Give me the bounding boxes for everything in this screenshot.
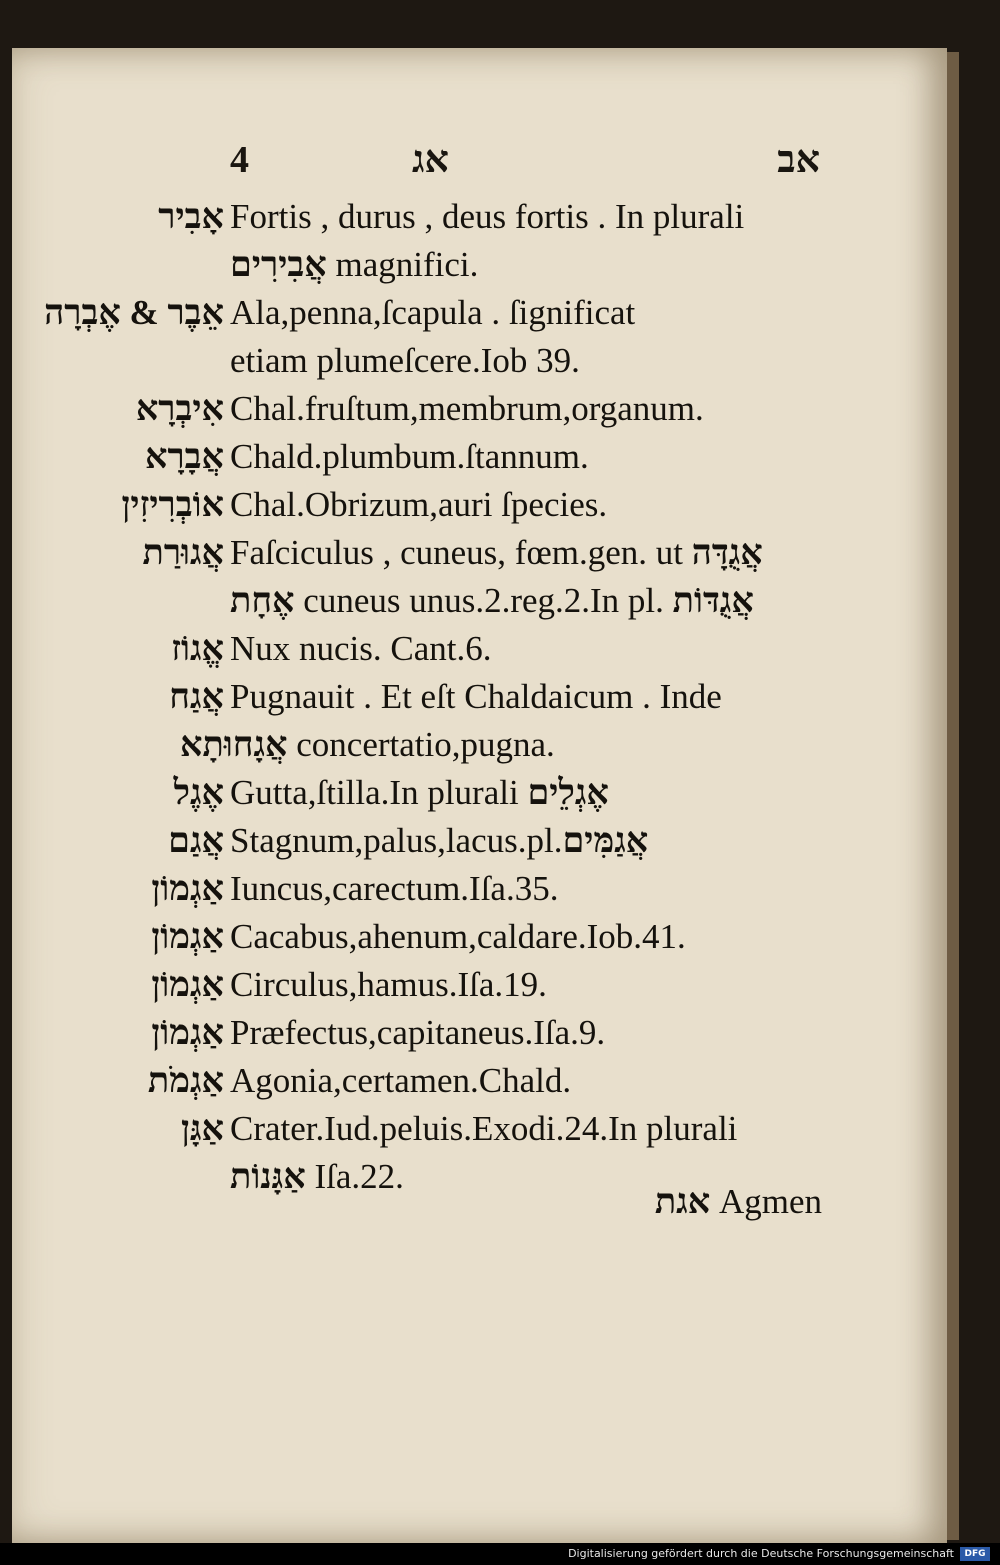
latin-text: concertatio,pugna. <box>287 725 555 764</box>
continuation-line <box>0 579 1000 629</box>
latin-gloss: Chal.fruſtum,membrum,organum. <box>230 389 704 428</box>
latin-text: cuneus unus.2.reg.2.In pl. <box>294 581 664 620</box>
latin-gloss <box>230 771 609 815</box>
continuation-text <box>230 579 754 623</box>
inline-hebrew: אַגָּנוֹת <box>230 1157 306 1196</box>
header-letters-right: אב <box>777 139 820 181</box>
digitization-footer <box>0 1543 1000 1565</box>
inline-hebrew: אֲבִירִים <box>230 245 327 284</box>
latin-gloss: Præfectus,capitaneus.Iſa.9. <box>230 1013 606 1052</box>
entry-line <box>0 867 1000 917</box>
inline-hebrew: אֲגַמִּים <box>562 821 649 860</box>
latin-gloss <box>230 531 763 575</box>
footer-credit: Digitalisierung gefördert durch die Deutsche Forschungsgemeinschaft <box>568 1547 954 1560</box>
entry-line <box>0 435 1000 485</box>
continuation-text <box>180 723 555 767</box>
entry-line <box>0 627 1000 677</box>
latin-gloss <box>230 819 648 863</box>
page-number: 4 <box>230 139 249 181</box>
entry-line <box>0 483 1000 533</box>
hebrew-headword: אַגְמוֹן <box>151 1013 224 1052</box>
entry-line <box>0 531 1000 581</box>
latin-gloss: Iuncus,carectum.Iſa.35. <box>230 869 559 908</box>
continuation-text <box>230 1155 404 1199</box>
latin-gloss: etiam plumeſcere.Iob 39. <box>230 341 580 380</box>
latin-text: Gutta,ſtilla.In plurali <box>230 773 519 812</box>
latin-gloss: Ala,penna,ſcapula . ſignificat <box>230 293 636 332</box>
inline-hebrew: אֲגֻדָּה <box>691 533 763 572</box>
hebrew-headword: אֲגַח <box>169 677 224 716</box>
entry-line <box>0 387 1000 437</box>
latin-text: Stagnum,palus,lacus.pl. <box>230 821 563 860</box>
entry-line <box>0 195 1000 245</box>
entry-line <box>0 915 1000 965</box>
continuation-text <box>230 243 478 287</box>
hebrew-headword: אוֹבְרִיזִין <box>121 485 224 524</box>
entry-line <box>0 771 1000 821</box>
entry-line <box>0 675 1000 725</box>
running-header <box>230 138 820 188</box>
entry-line <box>0 1011 1000 1061</box>
catchword-latin: Agmen <box>718 1182 822 1221</box>
hebrew-headword: אַגָּן <box>181 1109 224 1148</box>
latin-text: Faſciculus , cuneus, fœm.gen. ut <box>230 533 683 572</box>
entry-line <box>0 963 1000 1013</box>
continuation-line <box>0 1155 1000 1205</box>
hebrew-headword: אֱגוֹז <box>171 629 224 668</box>
entry-line <box>0 1107 1000 1157</box>
entry-line <box>0 1059 1000 1109</box>
hebrew-headword: אֲגַם <box>168 821 224 860</box>
inline-hebrew: אֶגְלֵים <box>527 773 609 812</box>
latin-gloss: magnifici. <box>326 245 479 284</box>
latin-gloss: Pugnauit . Et eſt Chaldaicum . Inde <box>230 677 722 716</box>
hebrew-headword: אַגְמֹת <box>147 1061 224 1100</box>
hebrew-headword: אַגְמוֹן <box>151 869 224 908</box>
latin-gloss: Nux nucis. Cant.6. <box>230 629 492 668</box>
continuation-line <box>0 243 1000 293</box>
inline-hebrew: אֲגָחוּתָא <box>180 725 288 764</box>
hebrew-headword: אֲבָרָא <box>144 437 224 476</box>
catchword <box>655 1182 822 1222</box>
latin-gloss: Circulus,hamus.Iſa.19. <box>230 965 547 1004</box>
latin-gloss: Chal.Obrizum,auri ſpecies. <box>230 485 608 524</box>
latin-gloss: Chald.plumbum.ſtannum. <box>230 437 589 476</box>
latin-text: Iſa.22. <box>305 1157 404 1196</box>
dfg-logo: DFG <box>960 1547 990 1561</box>
latin-gloss: Fortis , durus , deus fortis . In plurali <box>230 197 745 236</box>
hebrew-headword: אֵבֶר & אֶבְרָה <box>44 293 224 332</box>
inline-hebrew: אֲגֻדּוֹת <box>672 581 754 620</box>
entry-line <box>0 819 1000 869</box>
latin-gloss: Cacabus,ahenum,caldare.Iob.41. <box>230 917 686 956</box>
continuation-line <box>0 339 1000 389</box>
hebrew-headword: אָבִיר <box>158 197 224 236</box>
hebrew-headword: אֶגֶל <box>173 773 224 812</box>
latin-gloss: Agonia,certamen.Chald. <box>230 1061 572 1100</box>
inline-hebrew: אֶחָת <box>230 581 295 620</box>
latin-gloss: Crater.Iud.peluis.Exodi.24.In plurali <box>230 1109 738 1148</box>
header-letters-middle: אג <box>412 139 449 181</box>
entry-line <box>0 291 1000 341</box>
continuation-line <box>0 723 1000 773</box>
catchword-hebrew: אגת <box>654 1182 711 1221</box>
hebrew-headword: אַגְמוֹן <box>151 965 224 1004</box>
hebrew-headword: אֲגוּרַת <box>142 533 224 572</box>
hebrew-headword: אִיבְרָא <box>135 389 224 428</box>
hebrew-headword: אַגְמוֹן <box>151 917 224 956</box>
